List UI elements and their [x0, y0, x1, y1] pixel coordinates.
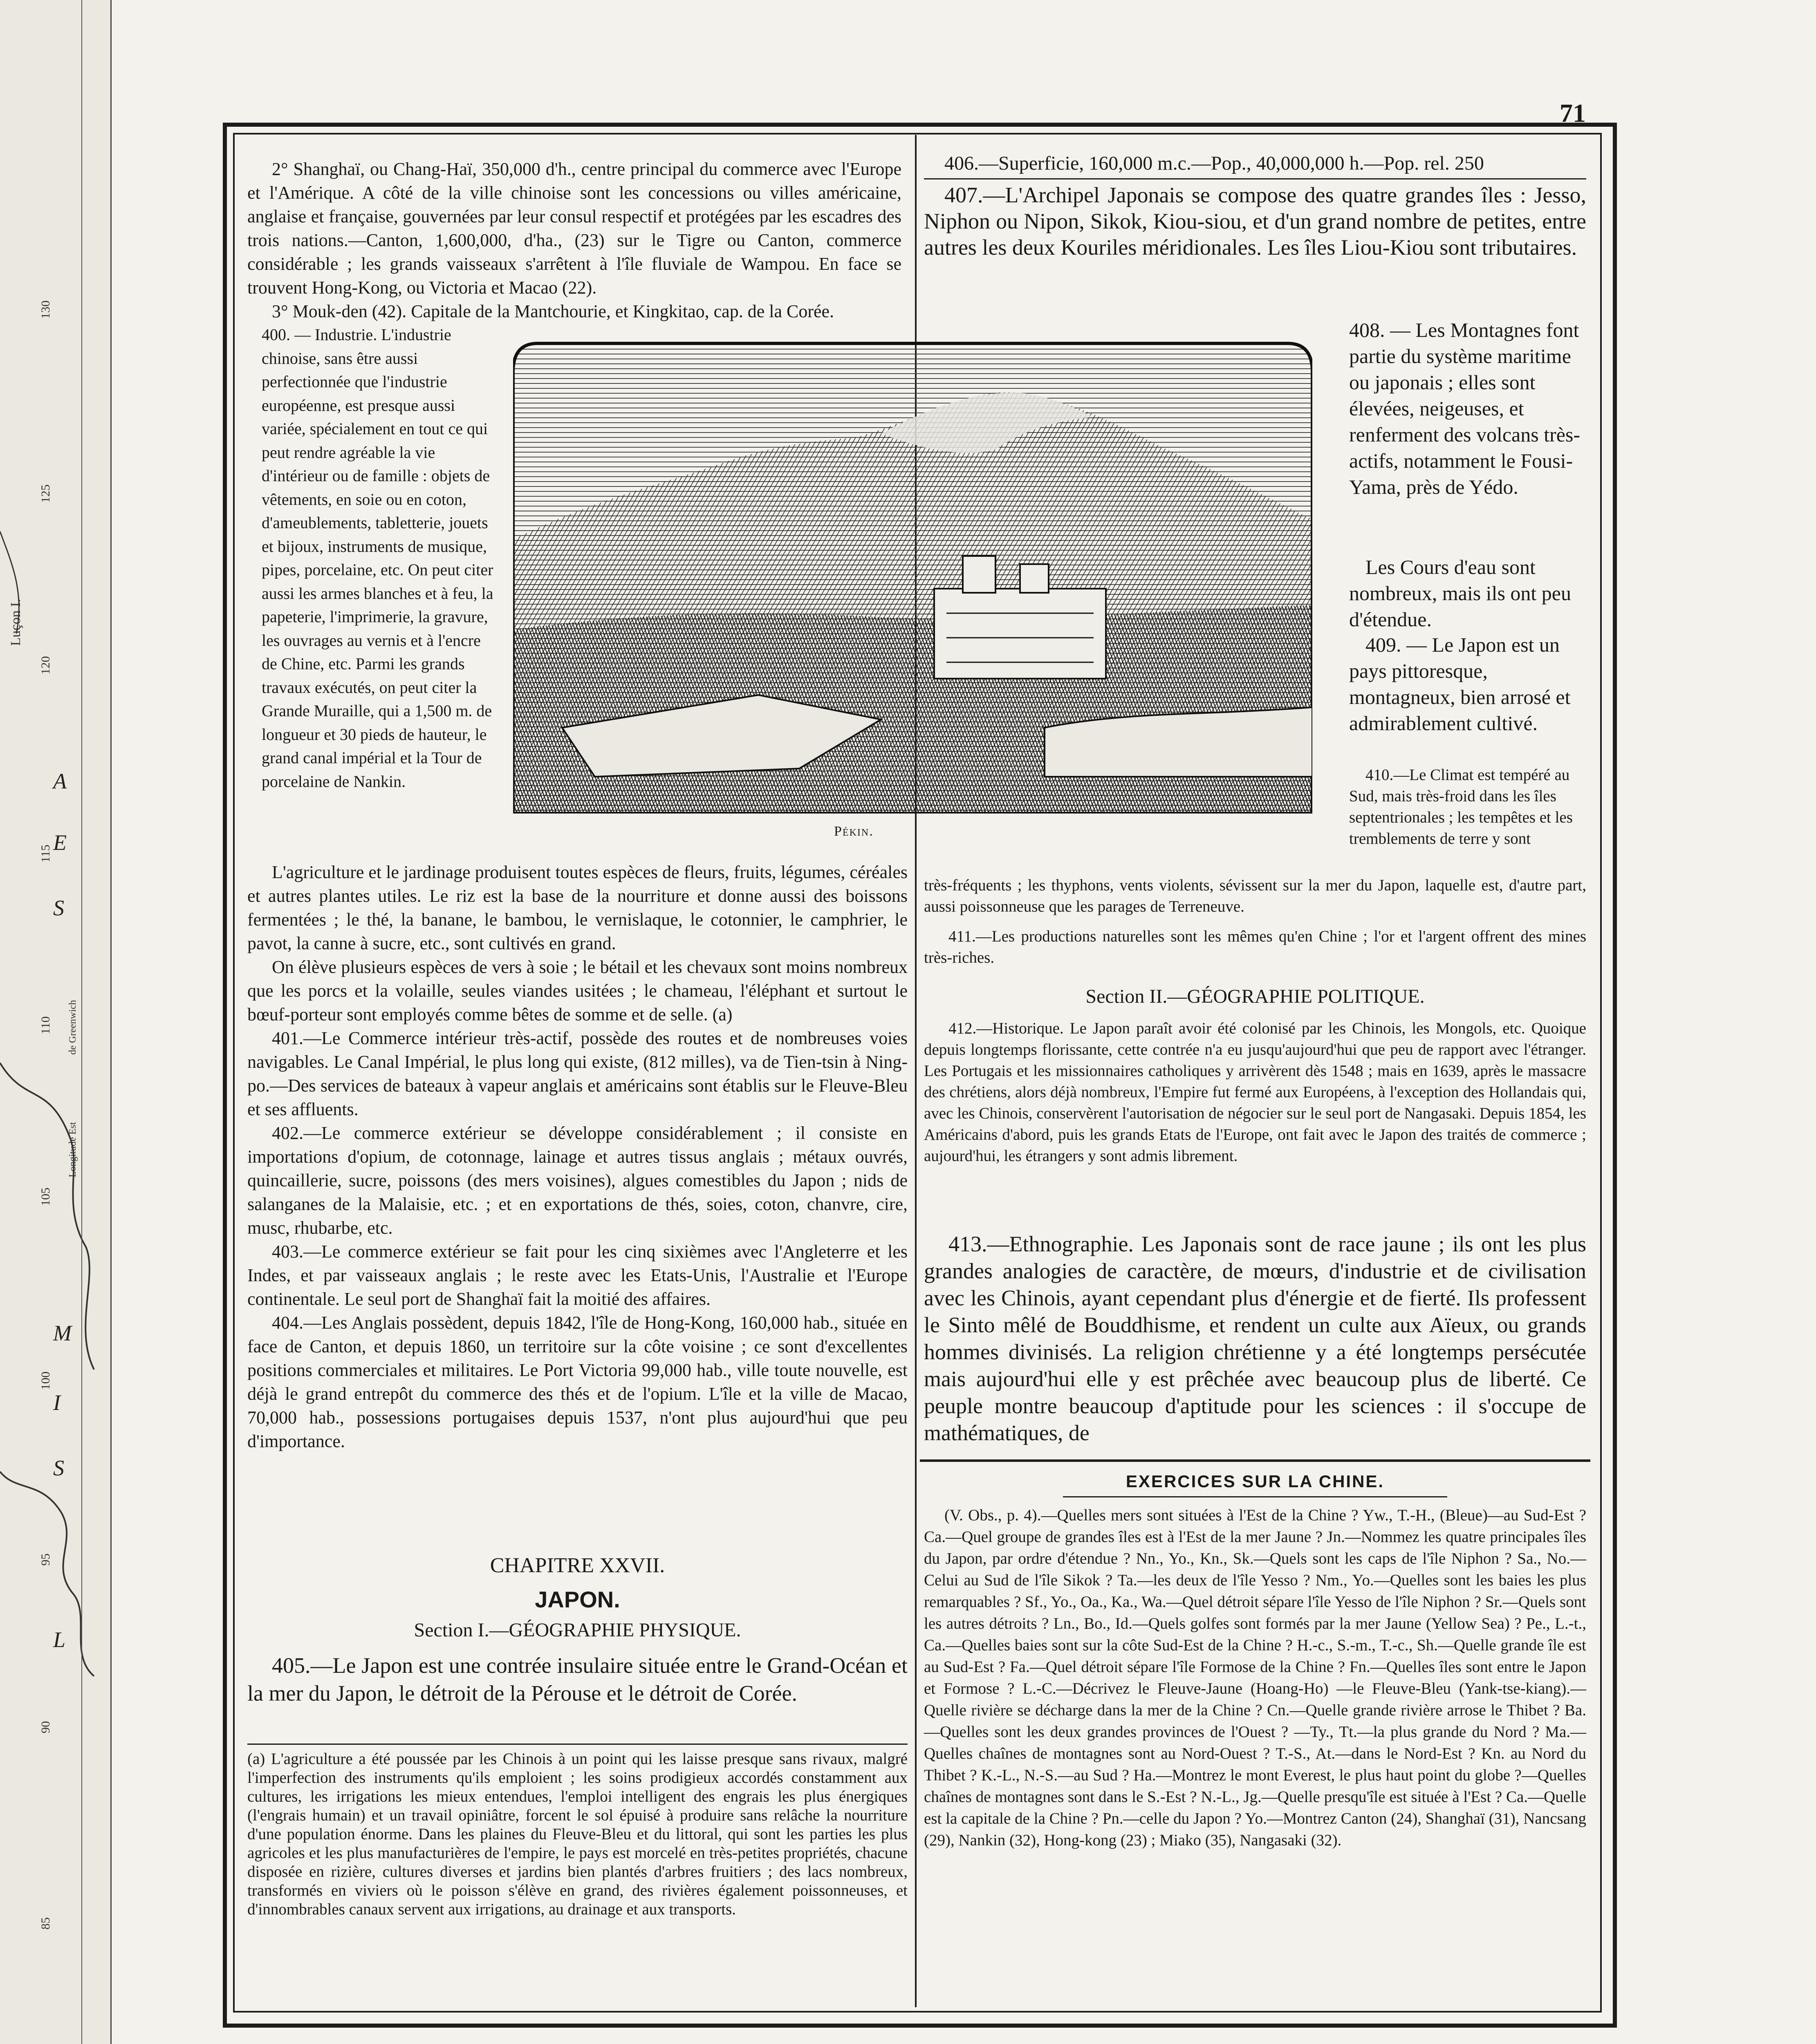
- exercises-rule-top: [920, 1459, 1590, 1462]
- map-letter: I: [53, 1390, 61, 1415]
- rule-406: [924, 178, 1586, 179]
- para-402: 402.—Le commerce extérieur se développe considérablement ; il consiste en importations d'opium, de cotonnage, lainage et autres tissus anglais ; métaux ouvrés, quincaillerie, sucre, poissons (des mers voisines), algues comestibles du Japon ; nids de salanganes de la Malaisie, etc. ; et en exportations de thés, soies, coton, chanvre, cire, musc, rhubarbe, etc.: [247, 1123, 908, 1238]
- pekin-illustration: [513, 327, 1312, 814]
- map-letter: E: [53, 830, 67, 855]
- para-405: 405.—Le Japon est une contrée insulaire située entre le Grand-Océan et la mer du Japon, le détroit de la Pérouse et le détroit de Corée.: [247, 1653, 908, 1706]
- para-410-start: 410.—Le Climat est tempéré au Sud, mais très-froid dans les îles septentrionales ; les tempêtes et les tremblements de terre y sont: [1349, 766, 1573, 847]
- section-1-title: Section I.—GÉOGRAPHIE PHYSIQUE.: [414, 1619, 741, 1641]
- exercises-body: (V. Obs., p. 4).—Quelles mers sont situées à l'Est de la Chine ? Yw., T.-H., (Bleue)—au Sud-Est ? Ca.—Quel groupe de grandes îles est à l'Est de la mer Jaune ? Jn.—Nommez les quatre principales îles du Japon, par ordre d'étendue ? Nn., Yo., Kn., Sk.—Quels sont les caps de l'île Niphon ? Sa., No.—Celui au Sud de l'île Sikok ? Ta.—les deux de l'île Yesso ? Nm., Yo.—Quelles sont les baies les plus remarquables ? Sf., Yo., Oa., Ka., Wa.—Quel détroit sépare l'île Yesso de l'île Niphon ? Sr.—Quels sont les autres détroits ? Ln., Bo., Id.—Quels golfes sont formés par la mer Jaune (Yellow Sea) ? Pe., L.-t., Ca.—Quelles baies sont sur la côte Sud-Est de la Chine ? H.-c., S.-m., T.-c., Sh.—Quelle grande île est au Sud-Est ? Fa.—Quel détroit sépare l'île Formose de la Chine ? Fn.—Quelles îles sont entre le Japon et Formose ? L.-C.—Décrivez le Fleuve-Jaune (Hoang-Ho) —le Fleuve-Bleu (Yank-tse-kiang).—Quelle rivière se décharge dans la mer de la Chine ? Cn.—Quelle grande rivière arrose le Thibet ? Ba.—Quelles sont les deux grandes provinces de l'Ouest ? —Ty., Tt.—la plus grande du Nord ? Ma.—Quelles chaînes de montagnes sont au Nord-Ouest ? T.-S., At.—dans le Nord-Est ? Kn. au Nord du Thibet ? K.-L., N.-S.—au Sud ? Ha.—Montrez le mont Everest, le plus haut point du globe ?—Quelles chaînes de montagnes sont dans le S.-Est ? N.-L., Jg.—Quelle presqu'île est située à l'Est ? Ca.—Quelle est la capitale de la Chine ? Pn.—celle du Japon ? Yo.—Montrez Canton (24), Shanghaï (31), Nancsang (29), Nankin (32), Hong-kong (23) ; Miako (35), Nangasaki (32).: [924, 1506, 1586, 1849]
- chapter-title: JAPON.: [535, 1587, 620, 1612]
- map-letter: S: [53, 1456, 64, 1480]
- industry-paragraph: 400. — Industrie. L'industrie chinoise, sans être aussi perfectionnée que l'industrie européenne, est presque aussi variée, spécialement en tout ce qui peut rendre agréable la vie d'intérieur ou de famille : objets de vêtements, en soie ou en coton, d'ameublements, tabletterie, jouets et bijoux, instruments de musique, pipes, porcelaine, etc. On peut citer aussi les armes blanches et à feu, la papeterie, l'imprimerie, la gravure, les ouvrages au vernis et à l'encre de Chine, etc. Parmi les grands travaux exécutés, on peut citer la Grande Muraille, qui a 1,500 m. de longueur et 30 pieds de hauteur, le grand canal impérial et la Tour de porcelaine de Nankin.: [262, 325, 493, 791]
- map-tick: 85: [39, 1917, 52, 1930]
- map-label: Longitude Est: [67, 1122, 78, 1177]
- para-404: 404.—Les Anglais possèdent, depuis 1842, l'île de Hong-Kong, 160,000 hab., située en face de Canton, et depuis 1860, un territoire sur la côte voisine ; ce sont d'excellentes positions commerciales et militaires. Le Port Victoria 99,000 hab., ville toute nouvelle, est déjà le grand entrepôt du commerce des thés et de l'opium. L'île et la ville de Macao, 70,000 hab., possessions portugaises depuis 1537, n'ont plus aujourd'hui que peu d'importance.: [247, 1313, 908, 1451]
- para-412: 412.—Historique. Le Japon paraît avoir été colonisé par les Chinois, les Mongols, etc. Quoique depuis longtemps florissante, cette contrée n'a eu jusqu'aujourd'hui que peu de rapport avec l'étranger. Les Portugais et les missionnaires catholiques y arrivèrent dès 1548 ; mais en 1639, après le massacre des chrétiens, alors déjà nombreux, l'Empire fut fermé aux Européens, à l'exception des Hollandais qui, avec les Chinois, conservèrent l'autorisation de négocier sur le seul port de Nangasaki. Depuis 1854, les Américains d'abord, puis les grands Etats de l'Europe, ont fait avec le Japon des traités de commerce ; aujourd'hui, les étrangers y sont admis librement.: [924, 1020, 1586, 1165]
- map-tick: 110: [39, 1016, 52, 1034]
- map-tick: 115: [39, 845, 52, 863]
- map-letter: L: [53, 1627, 66, 1652]
- illustration-caption: Pékin.: [834, 824, 874, 839]
- page-number: 71: [1560, 99, 1586, 128]
- para-410-end: très-fréquents ; les thyphons, vents violents, sévissent sur la mer du Japon, laquelle est, d'autre part, aussi poissonneuse que les parages de Terreneuve.: [924, 876, 1586, 915]
- right-top-block: [924, 151, 1586, 260]
- map-letter: M: [53, 1321, 72, 1345]
- map-tick: 90: [39, 1721, 52, 1733]
- moukden-paragraph: 3° Mouk-den (42). Capitale de la Mantchourie, et Kingkitao, cap. de la Corée.: [272, 301, 834, 321]
- map-tick: 95: [39, 1553, 52, 1566]
- map-tick: 125: [39, 484, 52, 503]
- para-409: 409. — Le Japon est un pays pittoresque, montagneux, bien arrosé et admirablement cultivé.: [1349, 633, 1571, 735]
- map-tick: 100: [39, 1372, 52, 1390]
- exercises-rule: [1063, 1496, 1447, 1497]
- map-letter: S: [53, 896, 64, 920]
- exercises-title: EXERCICES SUR LA CHINE.: [1125, 1472, 1385, 1491]
- para-408: 408. — Les Montagnes font partie du système maritime ou japonais ; elles sont élevées, neigeuses, et renferment des volcans très-actifs, notamment le Fousi-Yama, près de Yédo.: [1349, 318, 1581, 498]
- para-407: 407.—L'Archipel Japonais se compose des quatre grandes îles : Jesso, Niphon ou Nipon, Sikok, Kiou-siou, et d'un grand nombre de petites, entre autres les deux Kouriles méridionales. Les îles Liou-Kiou sont tributaires.: [924, 183, 1586, 260]
- map-tick: 105: [39, 1188, 52, 1206]
- para-401: 401.—Le Commerce intérieur très-actif, possède des routes et de nombreuses voies navigables. Le Canal Impérial, le plus long qui existe, (812 milles), va de Tien-tsin à Ning-po.—Des services de bateaux à vapeur anglais et américains sont établis sur le Fleuve-Bleu et ses affluents.: [247, 1028, 908, 1119]
- para-413: 413.—Ethnographie. Les Japonais sont de race jaune ; ils ont les plus grandes analogies de caractère, de mœurs, d'industrie et de civilisation avec les Chinois, ayant cependant plus d'énergie et de fierté. Ils professent le Sinto mêlé de Bouddhisme, et rendent un culte aux Aïeux, ou grands hommes divinisés. La religion chrétienne y a été longtemps persécutée mais aujourd'hui elle y est prêchée avec beaucoup plus de liberté. Ce peuple montre beaucoup d'aptitude pour les sciences : il s'occupe de mathématiques, de: [924, 1232, 1586, 1445]
- map-label: de Greenwich: [67, 1000, 78, 1055]
- cours-eau-paragraph: Les Cours d'eau sont nombreux, mais ils ont peu d'étendue.: [1349, 556, 1571, 631]
- left-mid-block: [247, 861, 908, 1453]
- left-top-block: [247, 157, 901, 323]
- footnote: (a) L'agriculture a été poussée par les Chinois à un point qui les laisse presque sans rivaux, malgré l'imperfection des instruments qu'ils emploient ; les soins prodigieux accordés constamment aux cultures, les irrigations les mieux entendues, l'emploi intelligent des engrais les plus énergiques (l'engrais humain) et un travail opiniâtre, forcent le sol épuisé à produire sans relâche la nourriture d'une population énorme. Dans les plaines du Fleuve-Bleu et du littoral, qui sont les parties les plus agricoles et les plus manufacturières de l'empire, le pays est morcelé en très-petites propriétés, chacune disposée en rizière, cultures diverses et jardins bien plantés d'arbres fruitiers ; des lacs nombreux, transformés en viviers où le poisson s'élève en grand, des rivières également poissonneuses, et d'innombrables canaux servent aux irrigations, au drainage et aux transports.: [247, 1750, 908, 1918]
- map-tick: 130: [39, 300, 52, 319]
- para-406: 406.—Superficie, 160,000 m.c.—Pop., 40,000,000 h.—Pop. rel. 250: [944, 152, 1484, 174]
- para-403: 403.—Le commerce extérieur se fait pour les cinq sixièmes avec l'Angleterre et les Indes, et par vaisseaux anglais ; le reste avec les Etats-Unis, l'Australie et l'Europe continentale. Le seul port de Shanghaï fait la moitié des affaires.: [247, 1242, 908, 1309]
- section-2-title: Section II.—GÉOGRAPHIE POLITIQUE.: [1085, 986, 1425, 1007]
- map-coastline: [0, 0, 110, 2044]
- map-letter: A: [53, 769, 67, 793]
- map-label: Luçon I.: [8, 598, 23, 646]
- chapter-number: CHAPITRE XXVII.: [490, 1554, 665, 1577]
- livestock-paragraph: On élève plusieurs espèces de vers à soie ; le bétail et les chevaux sont moins nombreux que les porcs et la volaille, seules viandes usitées ; le chameau, l'éléphant et surtout le bœuf-porteur sont employés comme bêtes de somme et de selle. (a): [247, 957, 908, 1024]
- shanghai-paragraph: 2° Shanghaï, ou Chang-Haï, 350,000 d'h., centre principal du commerce avec l'Europe et l'Amérique. A côté de la ville chinoise sont les concessions ou villes américaine, anglaise et française, gouvernées par leur consul respectif et protégées par les escadres des trois nations.—Canton, 1,600,000, d'ha., (23) sur le Tigre ou Canton, commerce considérable ; les grands vaisseaux s'arrêtent à l'île fluviale de Wampou. En face se trouvent Hong-Kong, ou Victoria et Macao (22).: [247, 159, 901, 298]
- footnote-rule: [247, 1744, 908, 1745]
- para-411: 411.—Les productions naturelles sont les mêmes qu'en Chine ; l'or et l'argent offrent des mines très-riches.: [924, 928, 1586, 966]
- map-tick: 120: [39, 656, 52, 675]
- map-strip: [0, 0, 112, 2044]
- agriculture-paragraph: L'agriculture et le jardinage produisent toutes espèces de fleurs, fruits, légumes, céréales et autres plantes utiles. Le riz est la base de la nourriture et donne aussi des boissons fermentées ; le thé, la banane, le bambou, le vernislaque, le cotonnier, le camphrier, le pavot, la canne à sucre, etc., sont cultivés en grand.: [247, 862, 908, 953]
